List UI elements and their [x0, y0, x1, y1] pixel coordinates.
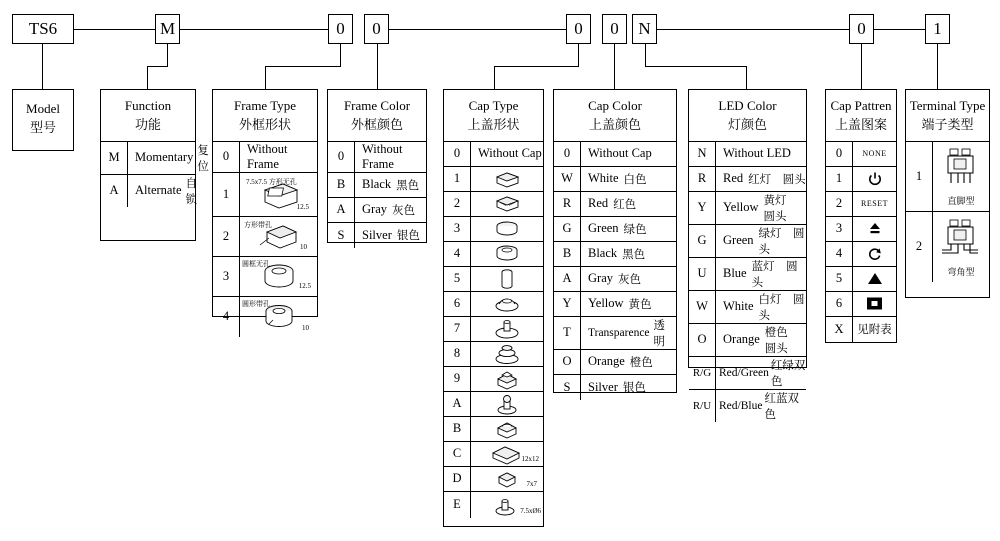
table-row[interactable]: [213, 142, 317, 173]
row-key: 7: [444, 317, 471, 341]
panel-terminal-type-header: [906, 90, 989, 142]
cap-square-tapered-icon: [487, 367, 527, 391]
table-row[interactable]: [213, 173, 317, 217]
row-key: O: [554, 350, 581, 374]
row-key: 0: [213, 142, 240, 172]
row-key: B: [554, 242, 581, 266]
row-key: A: [554, 267, 581, 291]
row-key: 2: [906, 212, 933, 282]
row-key: U: [689, 258, 716, 290]
table-row[interactable]: [101, 175, 198, 207]
row-key: E: [444, 492, 471, 518]
table-row[interactable]: [554, 267, 676, 292]
stop-square-icon: [866, 296, 883, 311]
table-row[interactable]: [213, 297, 317, 337]
row-label-cn: 复位: [197, 144, 209, 173]
panel-led-color-title-cn: 灯颜色: [727, 116, 767, 132]
row-label-cn: 白色: [623, 173, 647, 186]
row-label-cn: 弯角型: [947, 266, 975, 277]
row-key: G: [689, 225, 716, 257]
table-row[interactable]: [101, 142, 209, 175]
drop-line-capcolor: [614, 44, 615, 89]
drop-line-cappattern: [861, 44, 862, 89]
row-label-en: Gray: [588, 271, 613, 286]
row-key: 0: [444, 142, 471, 166]
row-label-cn: 绿色: [623, 223, 647, 236]
row-key: O: [689, 324, 716, 356]
table-row[interactable]: [444, 242, 543, 267]
code-connector-5: [874, 29, 925, 30]
row-label-en: Without Cap: [478, 146, 542, 161]
panel-frame-color: [327, 89, 427, 243]
table-row[interactable]: [689, 291, 806, 324]
row-label-en: Green: [723, 233, 754, 248]
drop-line-model: [42, 44, 43, 89]
table-row[interactable]: [826, 167, 896, 192]
panel-terminal-type-title-en: Terminal Type: [909, 98, 986, 113]
row-label-cn: 黑色: [396, 179, 420, 192]
row-key: D: [444, 467, 471, 491]
table-row[interactable]: [554, 292, 676, 317]
panel-cap-color-title-cn: 上盖颜色: [588, 116, 641, 132]
panel-frame-type-title-cn: 外框形状: [238, 116, 291, 132]
row-label-cn: 红蓝双色: [764, 392, 799, 421]
row-key: G: [554, 217, 581, 241]
row-dim-value: 7x7: [526, 479, 537, 488]
row-label-cn: 绿灯 圆头: [758, 227, 805, 256]
row-key: T: [554, 317, 581, 349]
panel-frame-type-title-en: Frame Type: [233, 98, 297, 113]
row-label-en: Blue: [723, 266, 747, 281]
drop-line-frametype-c: [265, 66, 266, 89]
drop-line-frametype-b: [265, 66, 341, 67]
table-row[interactable]: [444, 417, 543, 442]
row-label-cn: 灰色: [392, 204, 415, 217]
row-dim-value: 10: [302, 323, 309, 332]
row-key: 8: [444, 342, 471, 366]
panel-frame-color-header: [328, 90, 426, 142]
table-row[interactable]: [328, 173, 426, 198]
table-row[interactable]: [444, 442, 543, 467]
panel-frame-type-header: [213, 90, 317, 142]
row-label-en: Without Cap: [588, 146, 652, 161]
panel-led-color-header: [689, 90, 806, 142]
row-label-en: Orange: [723, 332, 760, 347]
row-dim-value: 12.5: [296, 202, 309, 211]
row-key: 0: [554, 142, 581, 166]
table-row[interactable]: [328, 223, 426, 248]
panel-terminal-type-title-cn: 端子类型: [921, 116, 974, 132]
row-key: 1: [906, 142, 933, 211]
row-key: 0: [826, 142, 853, 166]
table-row[interactable]: [826, 142, 896, 167]
row-label-en: Orange: [588, 354, 625, 369]
panel-function-title-en: Function: [124, 98, 172, 113]
row-key: A: [444, 392, 471, 416]
row-label-en: Black: [362, 177, 392, 192]
row-dim-note: 7.5x7.5 方形无孔: [246, 177, 297, 186]
drop-line-ledcolor-c: [746, 66, 747, 89]
row-label-en: Silver: [588, 379, 618, 394]
table-row[interactable]: [689, 225, 806, 258]
panel-model-header: [13, 90, 73, 144]
terminal-bent-icon: [936, 216, 986, 264]
reload-icon: [867, 246, 883, 262]
panel-cap-type: [443, 89, 544, 527]
code-box-cap-type[interactable]: 0: [566, 14, 591, 44]
code-box-terminal-type[interactable]: 1: [925, 14, 950, 44]
drop-line-function-c: [147, 66, 148, 89]
row-dim-note: 圆框无孔: [242, 259, 270, 268]
cap-mushroom-icon: [487, 317, 527, 341]
table-row[interactable]: [444, 142, 543, 167]
row-label-en: Yellow: [588, 296, 624, 311]
cap-square-dome-icon: [487, 417, 527, 441]
drop-line-frametype-a: [340, 44, 341, 66]
row-label-en: Transparence: [588, 326, 650, 339]
row-label-en: White: [723, 299, 754, 314]
panel-model-title-en: Model: [26, 101, 60, 116]
table-row[interactable]: [444, 192, 543, 217]
table-row[interactable]: [554, 350, 676, 375]
row-key: 4: [213, 297, 240, 337]
row-label-en: Red: [588, 196, 609, 211]
row-label-en: Red/Green: [719, 366, 769, 379]
table-row[interactable]: [689, 167, 806, 192]
code-box-cap-pattern[interactable]: 0: [849, 14, 874, 44]
cap-round-ribbed-icon: [487, 243, 527, 265]
table-row[interactable]: [554, 217, 676, 242]
row-label-cn: 银色: [396, 230, 420, 243]
panel-terminal-type: [905, 89, 990, 298]
table-row[interactable]: [444, 392, 543, 417]
table-row[interactable]: [328, 142, 426, 173]
panel-cap-type-title-en: Cap Type: [468, 98, 519, 113]
code-connector-4: [657, 29, 849, 30]
panel-cap-type-header: [444, 90, 543, 142]
row-key: X: [826, 317, 853, 342]
row-key: W: [554, 167, 581, 191]
row-key: B: [328, 173, 355, 197]
table-row[interactable]: [554, 192, 676, 217]
table-row[interactable]: [689, 192, 806, 225]
panel-cap-type-title-cn: 上盖形状: [467, 116, 520, 132]
row-label-en: Without Frame: [247, 141, 288, 171]
panel-cap-pattern: [825, 89, 897, 343]
row-label-en: Green: [588, 221, 619, 236]
row-label-text: RESET: [861, 199, 888, 209]
row-key: 1: [444, 167, 471, 191]
table-row[interactable]: [689, 324, 806, 357]
eject-icon: [867, 221, 883, 237]
row-key: 5: [826, 267, 853, 291]
row-key: Y: [689, 192, 716, 224]
row-label-cn: 黑色: [622, 248, 646, 261]
table-row[interactable]: [906, 212, 989, 282]
row-key: 2: [444, 192, 471, 216]
drop-line-captype-b: [494, 66, 579, 67]
panel-frame-color-title-en: Frame Color: [343, 98, 411, 113]
row-dim-value: 12x12: [521, 454, 539, 463]
row-label-en: White: [588, 171, 619, 186]
table-row[interactable]: [554, 242, 676, 267]
panel-led-color: [688, 89, 807, 421]
panel-led-color-title-en: LED Color: [718, 98, 777, 113]
row-key: 6: [826, 292, 853, 316]
row-key: 4: [444, 242, 471, 266]
drop-line-captype-c: [494, 66, 495, 89]
cap-square-flat-icon: [487, 168, 527, 190]
cap-square-ribbed-icon: [487, 193, 527, 215]
row-key: M: [101, 142, 128, 174]
row-key: W: [689, 291, 716, 323]
table-row[interactable]: [689, 142, 806, 167]
row-key: 3: [444, 217, 471, 241]
row-label-cn: 见附表: [857, 324, 892, 337]
row-key: S: [328, 223, 355, 248]
panel-model: [12, 89, 74, 151]
row-key: N: [689, 142, 716, 166]
code-box-function[interactable]: M: [155, 14, 180, 44]
play-triangle-icon: [866, 271, 884, 286]
drop-line-terminaltype: [937, 44, 938, 89]
row-label-en: Momentary: [135, 150, 194, 165]
table-row[interactable]: [826, 292, 896, 317]
panel-cap-pattern-title-en: Cap Pattren: [830, 98, 892, 113]
row-label-en: Red: [723, 171, 744, 186]
cap-tall-cylinder-icon: [487, 267, 527, 291]
code-connector-2: [180, 29, 328, 30]
row-label-cn: 橙色 圆头: [764, 326, 800, 355]
code-box-led-color[interactable]: N: [632, 14, 657, 44]
row-key: 6: [444, 292, 471, 316]
drop-line-function-a: [167, 44, 168, 66]
table-row[interactable]: [554, 142, 676, 167]
drop-line-captype-a: [578, 44, 579, 66]
panel-frame-color-title-cn: 外框颜色: [350, 116, 403, 132]
drop-line-function-b: [147, 66, 168, 67]
row-key: 2: [213, 217, 240, 256]
table-row[interactable]: [826, 242, 896, 267]
row-label-cn: 透明: [653, 319, 666, 348]
row-key: R: [689, 167, 716, 191]
panel-cap-color: [553, 89, 677, 393]
row-key: A: [328, 198, 355, 222]
table-row[interactable]: [554, 317, 676, 350]
code-connector-3: [389, 29, 566, 30]
code-box-frame-type[interactable]: 0: [328, 14, 353, 44]
row-key: 5: [444, 267, 471, 291]
row-key: 0: [328, 142, 355, 172]
row-label-cn: 黄灯 圆头: [763, 194, 799, 223]
row-dim-note: 方形带孔: [244, 220, 272, 229]
row-label-cn: 自锁: [185, 177, 198, 206]
table-row[interactable]: [213, 217, 317, 257]
table-row[interactable]: [826, 317, 896, 342]
row-dim-value: 12.5: [298, 281, 311, 290]
row-label-cn: 红绿双色: [770, 359, 806, 388]
panel-function: [100, 89, 209, 241]
table-row[interactable]: [554, 375, 676, 400]
row-key: B: [444, 417, 471, 441]
panel-function-title-cn: 功能: [134, 116, 161, 132]
row-label-en: Yellow: [723, 200, 759, 215]
table-row[interactable]: [826, 267, 896, 292]
row-label-cn: 蓝灯 圆头: [751, 260, 798, 289]
row-label-en: Red/Blue: [719, 399, 763, 412]
row-key: 2: [826, 192, 853, 216]
row-label-en: Without Frame: [362, 141, 403, 171]
code-box-model[interactable]: TS6: [12, 14, 74, 44]
table-row[interactable]: [444, 317, 543, 342]
row-label-en: Without LED: [723, 146, 791, 161]
table-row[interactable]: [444, 267, 543, 292]
table-row[interactable]: [826, 192, 896, 217]
panel-frame-type: [212, 89, 318, 332]
terminal-straight-icon: [936, 145, 986, 193]
row-key: 1: [826, 167, 853, 191]
cap-knob-icon: [487, 392, 527, 416]
cap-round-flat-icon: [487, 218, 527, 240]
cap-dome-round-icon: [487, 292, 527, 316]
row-label-text: NONE: [862, 149, 887, 159]
row-key: 3: [826, 217, 853, 241]
panel-model-title-cn: 型号: [29, 119, 56, 135]
row-dim-value: 7.5xØ6: [520, 506, 541, 515]
row-label-cn: 白灯 圆头: [758, 293, 805, 322]
table-row[interactable]: [444, 492, 543, 518]
row-label-en: Gray: [362, 202, 387, 217]
row-label-cn: 红色: [613, 198, 637, 211]
row-dim-note: 圆形带孔: [242, 299, 270, 308]
row-label-cn: 黄色: [628, 298, 652, 311]
row-label-en: Black: [588, 246, 618, 261]
row-key: R: [554, 192, 581, 216]
code-box-cap-color[interactable]: 0: [602, 14, 627, 44]
row-key: 4: [826, 242, 853, 266]
row-key: R/G: [689, 357, 716, 389]
table-row[interactable]: [444, 467, 543, 492]
table-row[interactable]: [444, 167, 543, 192]
panel-cap-color-header: [554, 90, 676, 142]
row-label-cn: 橙色: [629, 356, 653, 369]
row-label-en: Alternate: [135, 183, 182, 198]
panel-cap-pattern-header: [826, 90, 896, 142]
panel-cap-pattern-title-cn: 上盖图案: [834, 116, 887, 132]
code-box-frame-color[interactable]: 0: [364, 14, 389, 44]
table-row[interactable]: [213, 257, 317, 297]
row-key: R/U: [689, 390, 716, 422]
row-key: S: [554, 375, 581, 400]
table-row[interactable]: [689, 258, 806, 291]
row-label-en: Silver: [362, 227, 392, 242]
table-row[interactable]: [554, 167, 676, 192]
row-label-cn: 灰色: [618, 273, 641, 286]
cap-stacked-round-icon: [487, 342, 527, 366]
table-row[interactable]: [328, 198, 426, 223]
row-key: 3: [213, 257, 240, 296]
row-dim-value: 10: [300, 242, 307, 251]
panel-function-header: [101, 90, 195, 142]
row-key: 1: [213, 173, 240, 216]
power-icon: [867, 171, 883, 187]
row-key: Y: [554, 292, 581, 316]
row-key: A: [101, 175, 128, 207]
table-row[interactable]: [826, 217, 896, 242]
drop-line-framecolor: [377, 44, 378, 89]
table-row[interactable]: [444, 367, 543, 392]
row-key: C: [444, 442, 471, 466]
row-label-cn: 银色: [622, 382, 646, 395]
row-key: 9: [444, 367, 471, 391]
table-row[interactable]: [689, 390, 806, 422]
table-row[interactable]: [444, 342, 543, 367]
panel-cap-color-title-en: Cap Color: [588, 98, 642, 113]
cap-rect-7x7-icon: [487, 468, 527, 490]
table-row[interactable]: [689, 357, 806, 390]
code-connector-1: [74, 29, 155, 30]
drop-line-ledcolor-b: [645, 66, 746, 67]
table-row[interactable]: [906, 142, 989, 212]
table-row[interactable]: [444, 292, 543, 317]
row-label-cn: 直脚型: [947, 196, 975, 207]
drop-line-ledcolor-a: [645, 44, 646, 66]
table-row[interactable]: [444, 217, 543, 242]
row-label-cn: 红灯 圆头: [748, 173, 806, 186]
